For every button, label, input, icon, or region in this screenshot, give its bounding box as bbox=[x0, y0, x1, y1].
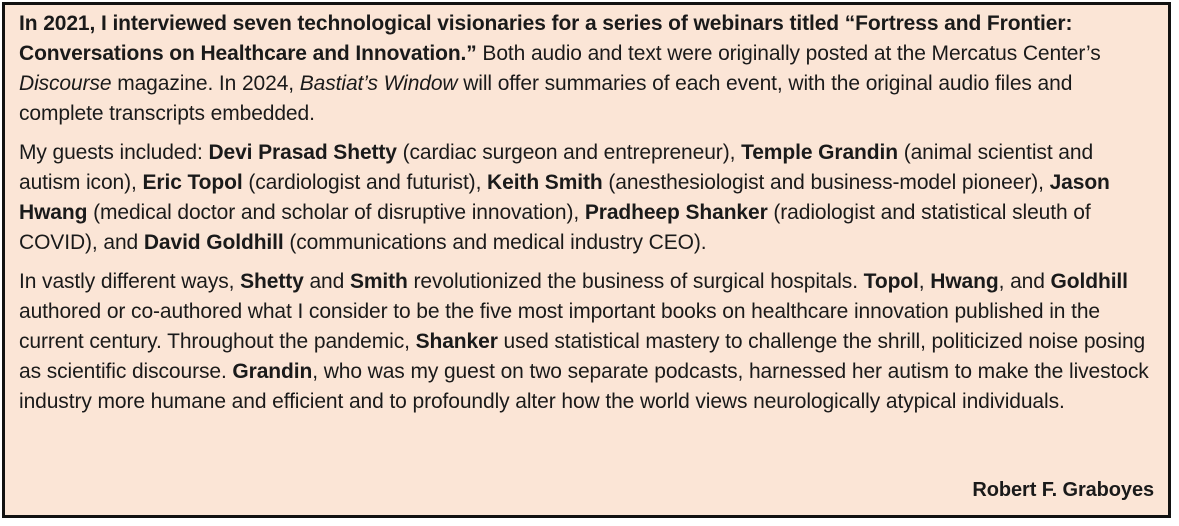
emphasis-text: David Goldhill bbox=[143, 231, 284, 254]
intro-text-panel bbox=[2, 2, 1171, 518]
body-text: magazine. In 2024, bbox=[111, 72, 300, 95]
body-text: (communications and medical industry CEO). bbox=[283, 231, 707, 254]
body-text: revolutionized the business of surgical hospitals. bbox=[407, 270, 864, 293]
body-text: , who was my guest on two separate podcasts, harnessed her autism to make the livestock industry more humane and efficient and to profoundly alter how the world views neurologically atypical individuals. bbox=[19, 360, 1149, 413]
emphasis-text: Topol bbox=[863, 270, 919, 293]
body-text: (cardiac surgeon and entrepreneur), bbox=[396, 141, 742, 164]
paragraph-2 bbox=[19, 138, 1154, 258]
author-signature: Robert F. Graboyes bbox=[972, 479, 1154, 501]
emphasis-text: Grandin bbox=[232, 360, 313, 383]
emphasis-text: Hwang bbox=[930, 270, 999, 293]
emphasis-text: Shetty bbox=[240, 270, 304, 293]
emphasis-text: Smith bbox=[349, 270, 408, 293]
paragraph-1 bbox=[19, 9, 1154, 129]
emphasis-text: Eric Topol bbox=[142, 171, 243, 194]
emphasis-text: Jason Hwang bbox=[19, 171, 1110, 224]
body-text: My guests included: bbox=[19, 141, 209, 164]
emphasis-text: Devi Prasad Shetty bbox=[208, 141, 397, 164]
emphasis-text: Keith Smith bbox=[487, 171, 603, 194]
body-text: (radiologist and statistical sleuth of COVID), and bbox=[19, 201, 1091, 254]
body-text: and bbox=[303, 270, 350, 293]
emphasis-text: Goldhill bbox=[1050, 270, 1128, 293]
emphasis-text: Shanker bbox=[415, 330, 498, 353]
italic-title: Discourse bbox=[19, 72, 112, 95]
emphasis-text: Temple Grandin bbox=[741, 141, 898, 164]
body-text: authored or co-authored what I consider to be the five most important books on healthcare innovation published in the current century. Throughout the pandemic, bbox=[19, 300, 1100, 353]
body-text: In vastly different ways, bbox=[19, 270, 241, 293]
body-text: (cardiologist and futurist), bbox=[242, 171, 488, 194]
body-text: will offer summaries of each event, with the original audio files and complete transcripts embedded. bbox=[19, 72, 1073, 125]
italic-title: Bastiat’s Window bbox=[299, 72, 458, 95]
paragraph-3 bbox=[19, 267, 1154, 417]
body-text: (animal scientist and autism icon), bbox=[19, 141, 1094, 194]
body-text: , and bbox=[998, 270, 1051, 293]
body-text: (medical doctor and scholar of disruptive innovation), bbox=[87, 201, 585, 224]
body-text: , bbox=[918, 270, 931, 293]
emphasis-text: In 2021, I interviewed seven technological visionaries for a series of webinars titled “Fortress and Frontier: Conversations on Healthcare and Innovation.” bbox=[19, 12, 1073, 65]
body-text: used statistical mastery to challenge the shrill, politicized noise posing as scientific discourse. bbox=[19, 330, 1146, 383]
emphasis-text: Pradheep Shanker bbox=[584, 201, 768, 224]
body-text: Both audio and text were originally posted at the Mercatus Center’s bbox=[476, 42, 1101, 65]
body-text: (anesthesiologist and business-model pioneer), bbox=[602, 171, 1050, 194]
paragraph-container bbox=[19, 9, 1154, 417]
